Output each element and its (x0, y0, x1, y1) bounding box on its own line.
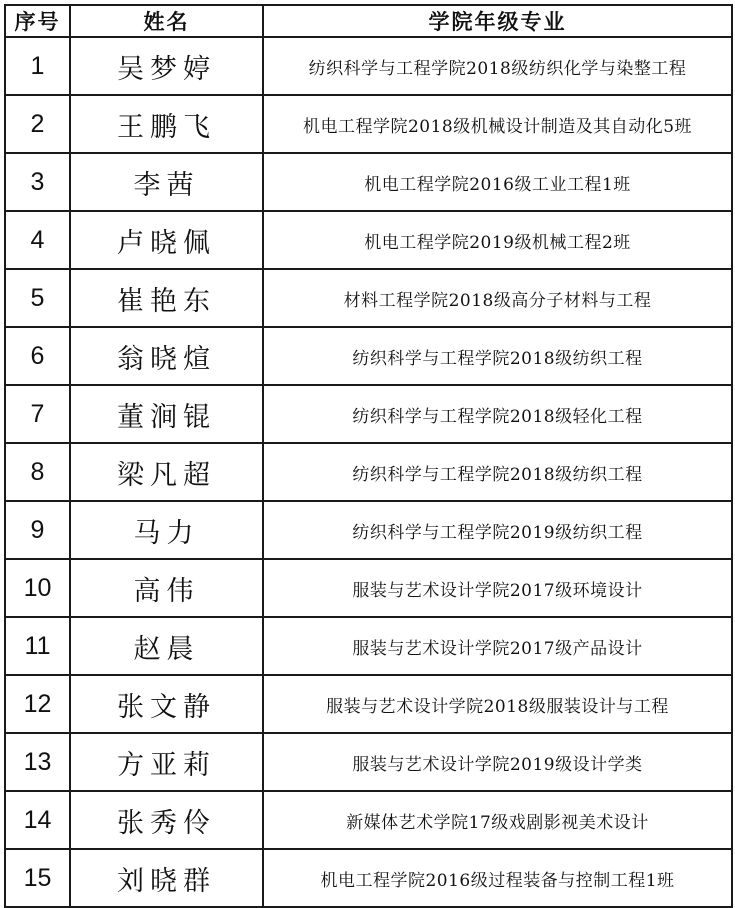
student-name-cell: 崔艳东 (70, 269, 263, 327)
student-name-cell: 翁晓煊 (70, 327, 263, 385)
college-grade-major-cell: 新媒体艺术学院17级戏剧影视美术设计 (263, 791, 732, 849)
table-row (5, 733, 732, 791)
table-row (5, 269, 732, 327)
serial-number-cell: 1 (5, 37, 70, 95)
student-name-cell: 吴梦婷 (70, 37, 263, 95)
serial-number-cell: 10 (5, 559, 70, 617)
table-row (5, 211, 732, 269)
college-grade-major-cell: 纺织科学与工程学院2018级轻化工程 (263, 385, 732, 443)
table-row (5, 791, 732, 849)
table-row (5, 559, 732, 617)
serial-number-cell: 13 (5, 733, 70, 791)
college-grade-major-cell: 纺织科学与工程学院2018级纺织工程 (263, 327, 732, 385)
serial-number-cell: 6 (5, 327, 70, 385)
serial-number-cell: 3 (5, 153, 70, 211)
college-grade-major-cell: 机电工程学院2016级工业工程1班 (263, 153, 732, 211)
student-name-cell: 高伟 (70, 559, 263, 617)
serial-number-cell: 9 (5, 501, 70, 559)
student-name-cell: 梁凡超 (70, 443, 263, 501)
table-row (5, 849, 732, 907)
header-row (5, 5, 732, 37)
college-grade-major-cell: 纺织科学与工程学院2018级纺织工程 (263, 443, 732, 501)
serial-number-cell: 12 (5, 675, 70, 733)
student-roster-table (4, 4, 733, 908)
serial-number-cell: 15 (5, 849, 70, 907)
serial-number-cell: 8 (5, 443, 70, 501)
student-name-cell: 张秀伶 (70, 791, 263, 849)
table-row (5, 385, 732, 443)
college-grade-major-cell: 服装与艺术设计学院2017级产品设计 (263, 617, 732, 675)
serial-number-cell: 4 (5, 211, 70, 269)
college-grade-major-cell: 机电工程学院2019级机械工程2班 (263, 211, 732, 269)
header-serial-number: 序号 (5, 5, 70, 37)
table-row (5, 675, 732, 733)
college-grade-major-cell: 服装与艺术设计学院2018级服装设计与工程 (263, 675, 732, 733)
table-body (5, 37, 732, 907)
header-college-grade-major: 学院年级专业 (263, 5, 732, 37)
college-grade-major-cell: 纺织科学与工程学院2019级纺织工程 (263, 501, 732, 559)
table-row (5, 501, 732, 559)
college-grade-major-cell: 机电工程学院2018级机械设计制造及其自动化5班 (263, 95, 732, 153)
college-grade-major-cell: 服装与艺术设计学院2019级设计学类 (263, 733, 732, 791)
student-name-cell: 马力 (70, 501, 263, 559)
serial-number-cell: 14 (5, 791, 70, 849)
college-grade-major-cell: 服装与艺术设计学院2017级环境设计 (263, 559, 732, 617)
college-grade-major-cell: 材料工程学院2018级高分子材料与工程 (263, 269, 732, 327)
student-name-cell: 张文静 (70, 675, 263, 733)
serial-number-cell: 5 (5, 269, 70, 327)
student-name-cell: 李茜 (70, 153, 263, 211)
table-row (5, 37, 732, 95)
student-name-cell: 王鹏飞 (70, 95, 263, 153)
table-row (5, 617, 732, 675)
table-row (5, 327, 732, 385)
student-name-cell: 方亚莉 (70, 733, 263, 791)
student-name-cell: 赵晨 (70, 617, 263, 675)
college-grade-major-cell: 机电工程学院2016级过程装备与控制工程1班 (263, 849, 732, 907)
serial-number-cell: 7 (5, 385, 70, 443)
serial-number-cell: 11 (5, 617, 70, 675)
student-name-cell: 刘晓群 (70, 849, 263, 907)
table-row (5, 95, 732, 153)
table-row (5, 153, 732, 211)
table-row (5, 443, 732, 501)
header-name: 姓名 (70, 5, 263, 37)
student-name-cell: 董涧锟 (70, 385, 263, 443)
table-header (5, 5, 732, 37)
student-name-cell: 卢晓佩 (70, 211, 263, 269)
college-grade-major-cell: 纺织科学与工程学院2018级纺织化学与染整工程 (263, 37, 732, 95)
serial-number-cell: 2 (5, 95, 70, 153)
